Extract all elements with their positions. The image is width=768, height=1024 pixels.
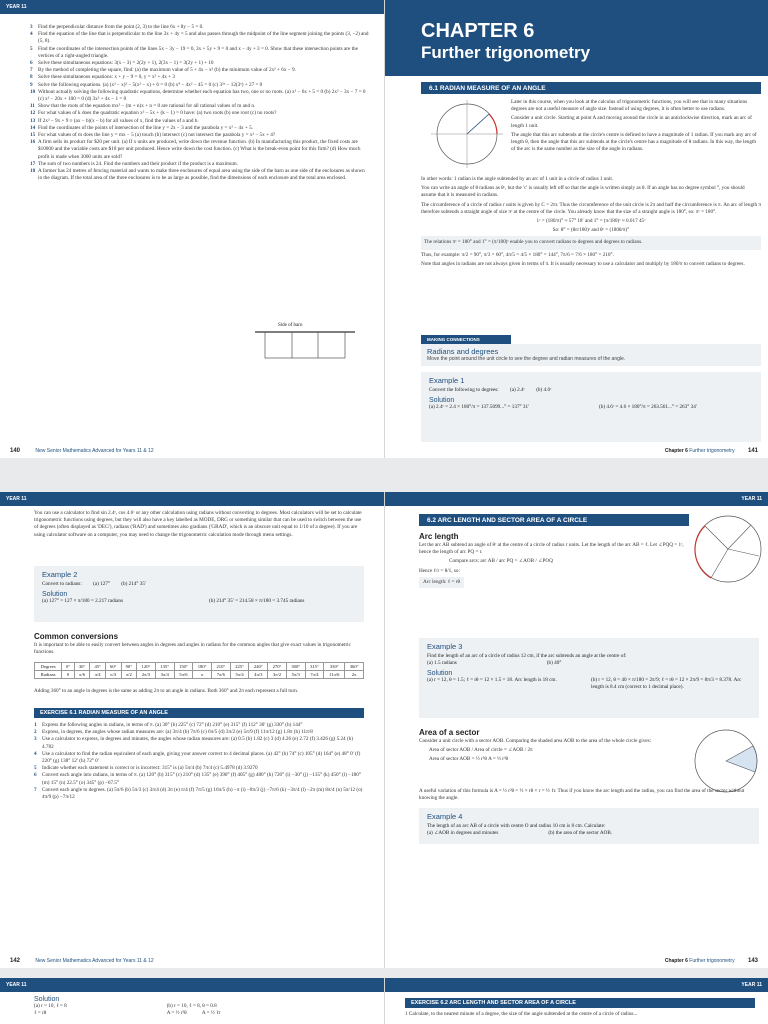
- barn-enclosure-diagram: [250, 324, 360, 364]
- example-3-box: [419, 638, 759, 718]
- radians-cell: π/6: [74, 671, 90, 679]
- question-item: [30, 125, 370, 132]
- degrees-cell: 180°: [193, 663, 212, 671]
- year-banner: YEAR 11: [384, 492, 768, 506]
- chapter-heading: [421, 20, 590, 63]
- question-number: 7: [34, 786, 37, 793]
- example-3-solution-a: (a) r = 12, θ = 1.5; ℓ = rθ = 12 × 1.5 = 18. Arc length is 18 cm.: [427, 677, 557, 683]
- question-number: 11: [30, 103, 35, 110]
- question-text: For what values of k does the quadratic equation x² − 5x + (k − 1) = 0 have: (a) two roots (b) one root (c) no roots?: [38, 110, 277, 117]
- degrees-cell: 45°: [90, 663, 106, 671]
- conversion-table: [34, 662, 364, 679]
- degrees-cell: 135°: [155, 663, 174, 671]
- question-text: Use a calculator to express, in degrees and minutes, the angles whose radian measures are: (a) 0.5 (b) 1.82 (c) 3 (d) 4.26 (e) 2.72 (f) 3.426 (g) 5.24 (h) 4.782: [42, 736, 353, 750]
- exercise-6-2-q1: 1 Calculate, to the nearest minute of a degree, the size of the angle subtended at the centre of a circle of radius...: [405, 1011, 638, 1017]
- question-text: Find the perpendicular distance from the point (2, 3) to the line 6x + 8y − 5 = 0.: [38, 24, 204, 30]
- example-1-box: [421, 372, 761, 442]
- solution-b-line-2: A = ½ r²θ: [166, 1010, 187, 1017]
- spread-140-141: [0, 0, 768, 458]
- making-connections-box[interactable]: [421, 344, 761, 366]
- example-2-solution-a: (a) 127° = 127 × π/180 = 2.217 radians: [42, 598, 124, 604]
- sector-text: Consider a unit circle with a sector AOB. Comparing the shaded area AOB to the area of the whole circle gives:: [419, 738, 652, 744]
- conversion-formula-1: 1ᶜ = (180/π)° ≈ 57° 18′ and 1° = (π/180)ᶜ ≈ 0.017 45ᶜ: [536, 218, 646, 225]
- relations-note: The relations πᶜ = 180° and 1° = (π/180)ᶜ enable you to convert radians to degrees and degrees to radians.: [421, 236, 761, 249]
- question-number: 12: [30, 110, 36, 117]
- question-number: 13: [30, 117, 36, 124]
- example-2-box: [34, 566, 364, 622]
- question-number: 15: [30, 132, 36, 139]
- sector-circle-diagram: [691, 726, 761, 796]
- question-text: Use a calculator to find the radian equivalent of each angle, giving your answer correct to 4 decimal places. (a) 42° (b) 74° (c) 105° (d) 164° (e) 48° 0′ (f) 220° (g) 138° 12′ (h) 72° 0′: [42, 750, 361, 765]
- question-item: [30, 161, 370, 168]
- radians-cell: 4π/3: [249, 671, 268, 679]
- example-1-title: Example 1: [429, 376, 465, 385]
- question-item: [30, 74, 370, 81]
- making-connections-bar: MAKING CONNECTIONS: [421, 335, 511, 344]
- chapter-number: CHAPTER 6: [421, 20, 535, 42]
- radians-cell: 3π/2: [268, 671, 287, 679]
- radians-cell: 2π: [345, 671, 364, 679]
- question-number: 8: [30, 74, 33, 81]
- question-item: [34, 787, 364, 801]
- radians-cell: π/2: [121, 671, 137, 679]
- example-2-solution-label: Solution: [42, 591, 68, 598]
- degrees-row: [35, 663, 364, 671]
- example-2-solution-b: (b) 214° 35′ = 214.58 × π/180 = 3.745 radians: [209, 598, 305, 604]
- example-3-prompt: Find the length of an arc of a circle of radius 12 cm, if the arc subtends an angle at the centre of:: [427, 653, 627, 659]
- radians-row: [35, 671, 364, 679]
- radians-cell: 0: [62, 671, 74, 679]
- page-number: 143: [747, 958, 758, 964]
- section-bar: 6.2 ARC LENGTH AND SECTOR AREA OF A CIRCLE: [419, 514, 689, 526]
- chapter-title: Further trigonometry: [421, 43, 591, 62]
- page-141: [384, 0, 768, 458]
- spread-144-145-partial: [0, 978, 768, 1024]
- book-title: New Senior Mathematics Advanced for Years 11 & 12: [35, 958, 154, 964]
- exercise-6-1-list: [34, 722, 364, 801]
- degrees-cell: 330°: [324, 663, 345, 671]
- calculator-note: Note that angles in radians are not always given in terms of π. It is usually necessary to use a calculator and multiply by 180/π to convert radians to degrees.: [421, 260, 745, 267]
- barn-label: Side of barn: [278, 323, 303, 328]
- degrees-cell: 120°: [137, 663, 156, 671]
- circumference-paragraph: The circumference of a circle of radius r units is given by C = 2πr. Thus the circumference of the unit circle is 2π and half the circumference is π. An arc of length π therefore subtends a straight angle of size πᶜ at the centre of the circle. You already know that the size of a straight angle is 180°, so: πᶜ = 180°.: [421, 201, 761, 215]
- mc-description: Move the point around the unit circle to see the degree and radian measures of the angle.: [427, 356, 626, 362]
- degrees-cell: 90°: [121, 663, 137, 671]
- question-text: A firm sells its product for $20 per unit. (a) If x units are produced, write down the revenue function. (b) In manufacturing this product, the fixed costs are $10000 and the variable costs are $10 per unit produced. Hence write down the cost function. (c) What is the break-even point for this firm? (d) How much profit is made when 3000 units are sold?: [38, 139, 361, 160]
- degrees-cell: 30°: [74, 663, 90, 671]
- example-4-prompt: The length of an arc AB of a circle with centre O and radius 10 cm is 8 cm. Calculate:: [427, 823, 606, 829]
- mc-title: Radians and degrees: [427, 347, 499, 356]
- example-1-prompt: Convert the following to degrees: (a) 2.4ᶜ (b) 4.6ᶜ: [429, 387, 552, 393]
- example-4-title: Example 4: [427, 812, 463, 821]
- radians-cell: 7π/6: [211, 671, 230, 679]
- question-number: 16: [30, 139, 36, 146]
- radians-cell: 7π/4: [305, 671, 324, 679]
- sector-variation: A useful variation of this formula is A = ½ r²θ = ½ × rθ × r = ½ ℓr. Thus if you know the arc length and the radius, you can find the area of the sector without knowing the angle.: [419, 788, 745, 802]
- question-item: [30, 168, 370, 182]
- question-text: Convert each angle to degrees. (a) 5π/6 (b) 5π/3 (c) 3π/4 (d) 3π (e) π/4 (f) 7π/5 (g) 16π/5 (h) −π (i) −8π/3 (j) −7π/6 (k) −3π/4 (l) −2π (m) 8π/4 (n) 5π/12 (o) 4π/9 (p) −7π/12: [42, 786, 363, 801]
- question-number: 4: [34, 750, 37, 757]
- book-title: New Senior Mathematics Advanced for Years 11 & 12: [35, 448, 154, 454]
- radians-cell: 2π/3: [137, 671, 156, 679]
- question-text: Without actually solving the following quadratic equations, determine whether each equation has two, one or no roots. (a) x² − 6x + 5 = 0 (b) 2x² − 3x − 7 = 0 (c) x² − 20x + 100 = 0 (d) 3x² + 4x − 1 = 0: [38, 88, 366, 103]
- page-footer: [10, 958, 154, 964]
- example-4-box: [419, 808, 759, 844]
- question-item: [34, 772, 364, 786]
- example-conversions: Thus, for example: π/2 = 90°, π/3 = 60°, 4π/5 = 4/5 × 180° = 144°, 7π/6 = 7/6 × 180° = 210°.: [421, 251, 614, 258]
- question-item: [30, 67, 370, 74]
- question-text: Find the coordinates of the points of intersection of the line y = 2x − 3 and the parabola y = x² − 4x + 5.: [38, 124, 253, 131]
- conversion-formula-2: So: θ° = (θπ/180)ᶜ and θᶜ = (180θ/π)°: [552, 227, 630, 234]
- unit-circle-paragraph: Consider a unit circle. Starting at point A and moving around the circle in an anticlockwise direction, mark an arc of length 1 unit.: [511, 115, 752, 129]
- question-text: For what values of m does the line y = mx − 5 (a) touch (b) intersect (c) not intersect the parabola y = x² − 5x + 4?: [38, 132, 276, 139]
- degrees-cell: 315°: [305, 663, 324, 671]
- page-140: [0, 0, 384, 458]
- year-banner: YEAR 11: [0, 492, 384, 506]
- question-number: 5: [30, 45, 33, 52]
- solution-a-line-1: (a) r = 10, ℓ = 8: [34, 1003, 67, 1009]
- chapter-ref: Chapter 6: [664, 448, 688, 454]
- question-number: 3: [30, 24, 33, 30]
- radians-cell: π/3: [105, 671, 121, 679]
- example-1-solution-b: (b) 4.6ᶜ = 4.6 × 180°/π = 263.561...° = 263° 34′: [599, 404, 697, 410]
- solution-b-line-1: (b) r = 10, ℓ = 8, θ = 0.8: [166, 1003, 217, 1009]
- question-number: 5: [34, 765, 37, 772]
- radians-cell: 11π/6: [324, 671, 345, 679]
- example-3-solution-b: (b) r = 12, θ = 40 × π/180 = 2π/9; ℓ = rθ = 12 × 2π/9 = 8π/3 = 8.378. Arc length is 8.4 cm (correct to 1 decimal place).: [591, 677, 742, 690]
- arc-length-circle-diagram: [691, 512, 765, 586]
- question-item: [30, 118, 370, 125]
- question-number: 1: [34, 722, 37, 728]
- question-text: Convert each angle into radians, in terms of π. (a) 120° (b) 315° (c) 210° (d) 135° (e) 390° (f) 405° (g) 480° (h) 720° (i) −30° (j) −135° (k) 450° (l) −180° (m) 15° (n) 22.5° (o) 345° (p) −67.5°: [42, 772, 361, 786]
- degrees-cell: 210°: [211, 663, 230, 671]
- question-text: Show that the roots of the equation mx² − (m + n)x + n = 0 are rational for all rational values of m and n.: [38, 103, 256, 110]
- page-number: 140: [10, 448, 21, 454]
- question-number: 6: [34, 772, 37, 779]
- question-item: [30, 31, 370, 45]
- page-footer: [665, 448, 758, 454]
- question-text: A farmer has 24 metres of fencing material and wants to make three enclosures of equal area using the side of the barn as one side of the enclosures as shown in the diagram. If the total area of the three enclosures is to be as large as possible, find the dimensions of each enclosure and the total area enclosed.: [38, 168, 365, 182]
- adding-note: Adding 360° to an angle in degrees is the same as adding 2π to an angle in radians. Both 360° and 2π each represent a full turn.: [34, 688, 299, 694]
- example-3-title: Example 3: [427, 642, 463, 651]
- intro-paragraph: Later in this course, when you look at the calculus of trigonometric functions, you will see that in many situations degrees are not a useful measure of angle size. Instead of using degrees, it is often better to use radians.: [511, 99, 748, 113]
- question-text: Solve these simultaneous equations: x + y − 9 = 0, y = x² + 4x + 3: [38, 74, 175, 81]
- question-text: Express, in degrees, the angles whose radian measures are: (a) 3π/4 (b) 7π/6 (c) 6π/5 (d) 3π/2 (e) 5π/9 (f) 11π/12 (g) 1.8π (h) 11π/8: [42, 729, 313, 736]
- unit-circle-diagram: [427, 98, 507, 170]
- degrees-cell: 360°: [345, 663, 364, 671]
- question-number: 9: [30, 81, 33, 88]
- spread-142-143: [0, 492, 768, 968]
- degrees-cell: 240°: [249, 663, 268, 671]
- radian-summary: In other words: 1 radian is the angle subtended by an arc of 1 unit in a circle of radius 1 unit.: [421, 176, 614, 182]
- question-text: Find the coordinates of the intersection points of the lines 5x − 3y − 19 = 0, 3x + 5y + 9 = 0 and x − 4y + 3 = 0. Show that these intersection points are the vertices of a right-angled triangle.: [38, 45, 358, 59]
- question-text: By the method of completing the square, find: (a) the maximum value of 5 + 4x − x² (b) the minimum value of 2x² + 6x − 9.: [38, 67, 296, 74]
- example-3-part-a: (a) 1.5 radians: [427, 660, 457, 666]
- question-text: Indicate whether each statement is correct or is incorrect: 315° is (a) 5π/4 (b) 7π/4 (c) 5.4978 (d) 3.9270: [42, 765, 258, 772]
- question-item: [34, 736, 364, 750]
- radians-cell: π: [193, 671, 212, 679]
- example-4-part-a: (a) ∠AOB in degrees and minutes: [427, 830, 499, 836]
- degrees-cell: 270°: [268, 663, 287, 671]
- page-number: 141: [747, 448, 758, 454]
- exercise-6-1-bar: EXERCISE 6.1 RADIAN MEASURE OF AN ANGLE: [34, 708, 364, 718]
- example-1-solution-label: Solution: [429, 397, 455, 404]
- degrees-cell: 300°: [286, 663, 305, 671]
- radians-cell: 5π/4: [230, 671, 249, 679]
- arc-length-body: [419, 542, 689, 590]
- example-2-title: Example 2: [42, 570, 78, 579]
- common-conversions-text: It is important to be able to easily convert between angles in degrees and angles in radians for the common angles that give exact values in trigonometric functions.: [34, 642, 351, 656]
- sector-area-heading: Area of a sector: [419, 728, 480, 737]
- radians-cell: 5π/3: [286, 671, 305, 679]
- question-text: Solve these simultaneous equations: 3(x − 3) = 2(2y + 1), 2(3x − 1) = 3(2y + 1) + 10: [38, 60, 214, 67]
- arc-length-formula: Arc length: ℓ = rθ: [419, 577, 464, 588]
- question-item: [34, 751, 364, 765]
- sector-ratio: Area of sector AOB / Area of circle = ∠AOB / 2π: [429, 747, 533, 754]
- arc-length-text: Let the arc AB subtend an angle of θᶜ at the centre of a circle of radius r units. Let the length of the arc AB = ℓ. Let ∠PQQ = 1ᶜ, hence the length of arc PQ = r.: [419, 542, 684, 556]
- compare-arcs: Compare arcs: arc AB / arc PQ = ∠AOB / ∠POQ: [449, 558, 553, 565]
- radians-label: Radians: [35, 671, 62, 679]
- solution-a-line-2: ℓ = rθ: [34, 1010, 47, 1017]
- chapter-ref: Chapter 6: [664, 958, 688, 964]
- question-text: Solve the following equations. (a) (x² − x)² − 5(x² − x) + 6 = 0 (b) x⁴ − 4x² − 45 = 0 (c) 3²ˣ − 12(3ˣ) + 27 = 0: [38, 81, 263, 88]
- example-3-part-b: (b) 40°: [546, 660, 562, 666]
- exercise-6-2-bar: EXERCISE 6.2 ARC LENGTH AND SECTOR AREA OF A CIRCLE: [405, 998, 755, 1008]
- question-item: [30, 82, 370, 89]
- page-footer: [665, 958, 758, 964]
- question-text: Express the following angles in radians, in terms of π. (a) 30° (b) 225° (c) 72° (d) 210° (e) 315° (f) 112° 30′ (g) 330° (h) 144°: [42, 722, 303, 728]
- question-number: 4: [30, 31, 33, 38]
- radians-cell: 3π/4: [155, 671, 174, 679]
- question-number: 17: [30, 160, 36, 167]
- question-text: Find the equation of the line that is perpendicular to the line 3x + 4y = 5 and also passes through the midpoint of the line segment joining the points (3, −2) and (5, 8).: [38, 31, 369, 45]
- radians-cell: π/4: [90, 671, 106, 679]
- degrees-label: Degrees: [35, 663, 62, 671]
- question-item: [30, 89, 370, 103]
- question-number: 14: [30, 124, 36, 131]
- degrees-cell: 0°: [62, 663, 74, 671]
- radian-definition-paragraph: The angle that this arc subtends at the circle's centre is defined to have a magnitude of 1 radian. If you mark any arc of length θ, then the angle that this arc subtends at the circle's centre has a magnitude of θ radians. In this way, the length of the arc is the same number as the size of the angle in radians.: [511, 131, 757, 153]
- question-text: The sum of two numbers is 24. Find the numbers and their product if the product is a maximum.: [38, 160, 238, 167]
- question-number: 6: [30, 60, 33, 67]
- degrees-cell: 60°: [105, 663, 121, 671]
- question-number: 18: [30, 168, 36, 175]
- page-142: [0, 492, 384, 968]
- arc-length-heading: Arc length: [419, 532, 459, 541]
- degrees-cell: 150°: [174, 663, 193, 671]
- question-text: If 2x² − 9x + 9 ≡ (ax − b)(x − b) for all values of x, find the values of a and b.: [38, 117, 199, 124]
- question-number: 10: [30, 88, 36, 95]
- calculator-intro: You can use a calculator to find sin 2.4ᶜ, cos 4.6ᶜ or any other calculation using radians without converting to degrees. Most calculators will be set to calculate trigonometric functions using degrees, but they will also have a key labelled as MODE, DRG or something similar that can be used to switch between the use of degrees (often displayed as 'DEG'), radians ('RAD') and sometimes also gradians ('GRAD', which is an obscure unit equal to 1/10 of a degree). If you are using calculator software on a computer, you may need to change the trigonometric calculation mode through menu settings.: [34, 510, 362, 538]
- degrees-cell: 225°: [230, 663, 249, 671]
- example-1-solution-a: (a) 2.4ᶜ = 2.4 × 180°/π = 137.5099...° = 137° 31′: [429, 404, 530, 410]
- example-4-part-b: (b) the area of the sector AOB.: [548, 830, 613, 836]
- example-4-solution: [34, 996, 374, 1017]
- question-list: [30, 24, 370, 182]
- solution-label: Solution: [34, 996, 60, 1003]
- section-6-1-body-full: [421, 176, 761, 270]
- chapter-ref-title: Further trigonometry: [689, 958, 735, 964]
- page-144: [0, 978, 384, 1024]
- page-number: 142: [10, 958, 21, 964]
- question-item: [30, 110, 370, 117]
- section-bar: 6.1 RADIAN MEASURE OF AN ANGLE: [421, 82, 761, 94]
- example-2-prompt: Convert to radians: (a) 127° (b) 214° 35′: [42, 581, 147, 587]
- common-conversions-heading: Common conversions: [34, 632, 119, 641]
- question-number: 2: [34, 729, 37, 736]
- radian-notation: You can write an angle of θ radians as θᶜ, but the 'c' is usually left off so that the angle is written simply as θ. If an angle has no degree symbol °, you should assume that it is measured in radians.: [421, 185, 745, 199]
- page-145: [384, 978, 768, 1024]
- page-143: [384, 492, 768, 968]
- year-banner: YEAR 11: [0, 0, 384, 14]
- chapter-ref-title: Further trigonometry: [689, 448, 735, 454]
- hence-line: Hence ℓ/r = θ/1, so:: [419, 567, 460, 574]
- radians-cell: 5π/6: [174, 671, 193, 679]
- example-3-solution-label: Solution: [427, 670, 453, 677]
- year-banner: YEAR 11: [384, 978, 768, 992]
- question-item: [30, 46, 370, 60]
- question-item: [30, 139, 370, 161]
- question-number: 7: [30, 67, 33, 74]
- page-footer: [10, 448, 154, 454]
- year-banner: YEAR 11: [0, 978, 384, 992]
- section-6-1-body: [511, 99, 761, 155]
- question-number: 3: [34, 736, 37, 743]
- sector-formula: Area of sector AOB = ½ r²θ A = ½ r²θ: [429, 756, 509, 763]
- sector-area-body: [419, 738, 689, 766]
- solution-b-line-3: A = ½ ℓr: [201, 1010, 221, 1017]
